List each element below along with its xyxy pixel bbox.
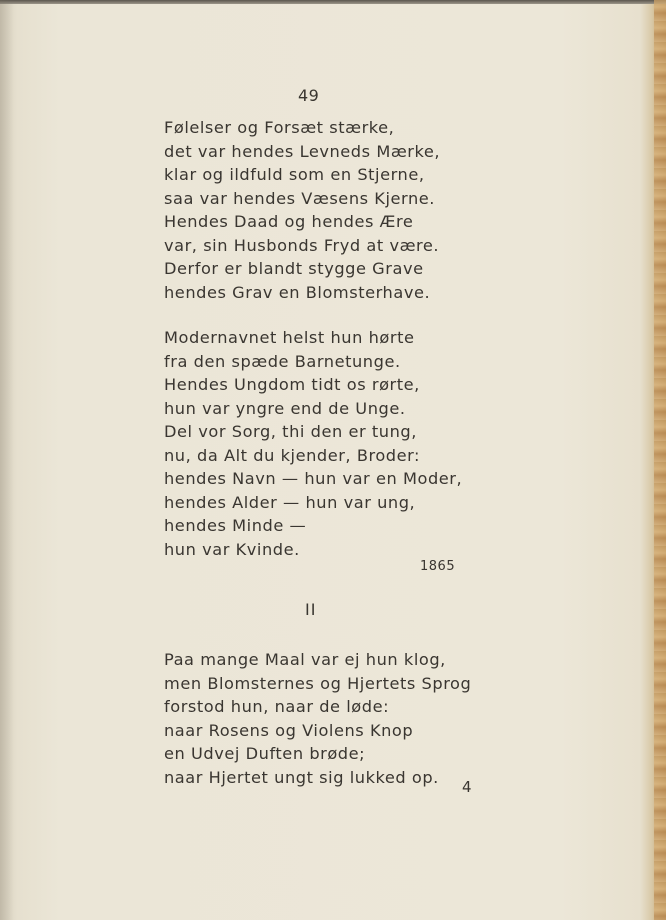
verse-line: en Udvej Duften brøde; <box>164 744 366 763</box>
stanza-2 <box>164 326 462 561</box>
verse-line: Følelser og Forsæt stærke, <box>164 118 395 137</box>
signature-mark: 4 <box>462 778 472 796</box>
stanza-3 <box>164 648 471 789</box>
stanza-1 <box>164 116 440 304</box>
verse-line: nu, da Alt du kjender, Broder: <box>164 445 421 465</box>
verse-line: Modernavnet helst hun hørte <box>164 328 415 347</box>
verse-line: naar Hjertet ungt sig lukked op. <box>164 767 439 787</box>
verse-line: forstod hun, naar de løde: <box>164 697 390 716</box>
page-right-edge <box>654 0 666 920</box>
page-top-edge <box>0 0 666 4</box>
verse-line: Paa mange Maal var ej hun klog, <box>164 650 446 669</box>
poem-year: 1865 <box>420 559 456 574</box>
verse-line: det var hendes Levneds Mærke, <box>164 141 441 161</box>
verse-line: hendes Minde — <box>164 516 307 535</box>
verse-line: hendes Navn — hun var en Moder, <box>164 469 463 488</box>
verse-line: Hendes Ungdom tidt os rørte, <box>164 375 420 394</box>
verse-line: hun var Kvinde. <box>164 539 300 559</box>
verse-line: hun var yngre end de Unge. <box>164 398 406 418</box>
gutter-shadow <box>0 0 14 920</box>
verse-line: Hendes Daad og hendes Ære <box>164 212 414 231</box>
verse-line: Derfor er blandt stygge Grave <box>164 259 424 278</box>
verse-line: Del vor Sorg, thi den er tung, <box>164 422 417 441</box>
verse-line: fra den spæde Barnetunge. <box>164 351 401 371</box>
verse-line: klar og ildfuld som en Stjerne, <box>164 165 425 184</box>
section-heading: II <box>305 600 317 619</box>
verse-line: var, sin Husbonds Fryd at være. <box>164 235 440 255</box>
verse-line: saa var hendes Væsens Kjerne. <box>164 188 435 208</box>
verse-line: men Blomsternes og Hjertets Sprog <box>164 673 472 693</box>
verse-line: hendes Grav en Blomsterhave. <box>164 282 431 302</box>
verse-line: hendes Alder — hun var ung, <box>164 492 416 512</box>
verse-line: naar Rosens og Violens Knop <box>164 720 414 740</box>
page-number: 49 <box>298 86 320 105</box>
